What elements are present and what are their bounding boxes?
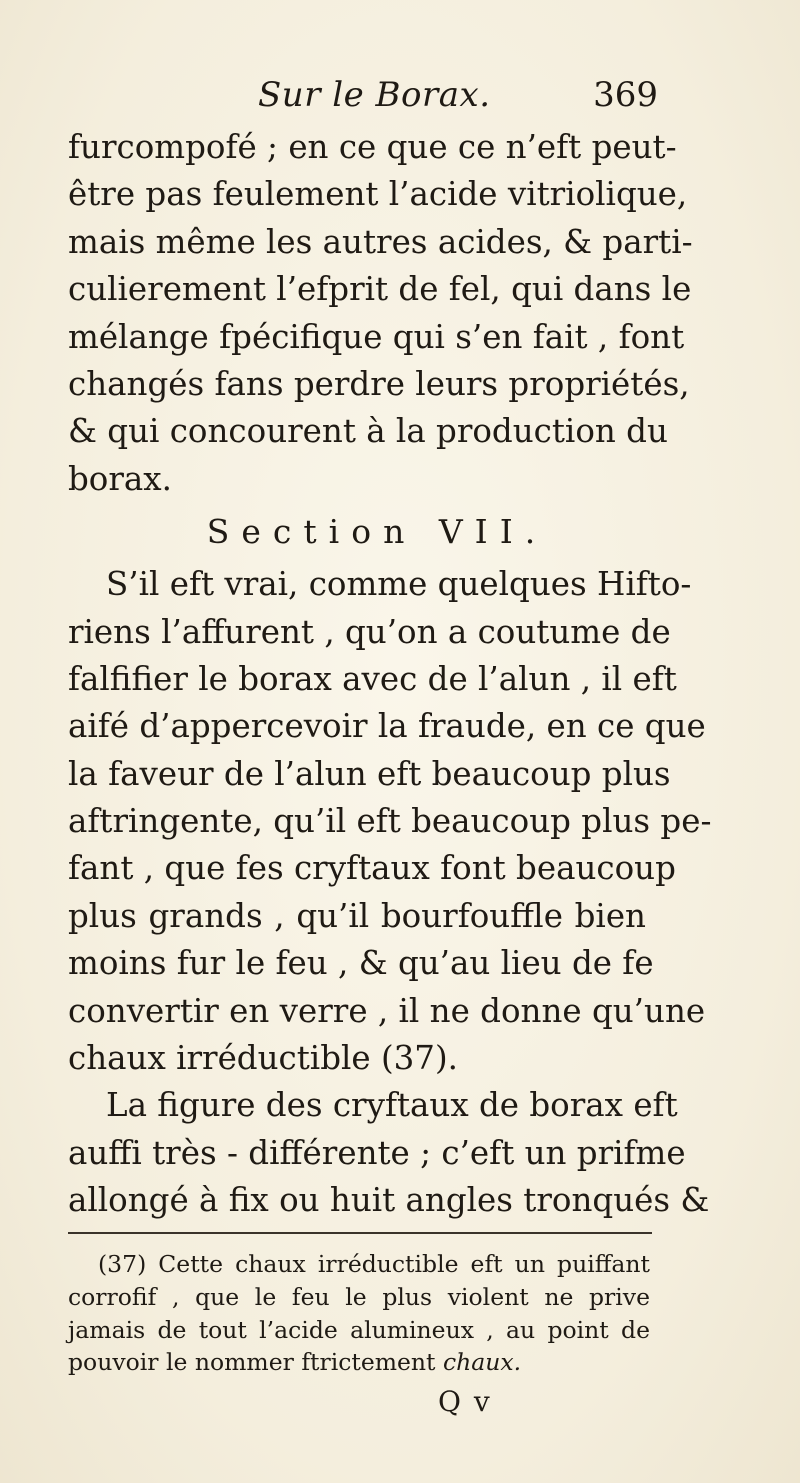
footnote-line-last	[68, 1346, 650, 1379]
text-line: mais même les autres acides, & parti-	[68, 222, 693, 261]
text-line: borax.	[68, 459, 172, 498]
text-line: changés fans perdre leurs propriétés,	[68, 364, 690, 403]
footnote	[68, 1248, 650, 1379]
text-line: moins fur le feu , & qu’au lieu de fe	[68, 944, 654, 983]
text-line: mélange fpécifique qui s’en fait , font	[68, 317, 685, 356]
page-header	[258, 70, 658, 120]
text-line: auffi très - différente ; c’eft un prifme	[68, 1133, 686, 1172]
footnote-line: corrofif , que le feu le plus violent ne prive	[68, 1282, 650, 1311]
text-line: & qui concourent à la production du	[68, 412, 668, 451]
text-line: allongé à fix ou huit angles tronqués &	[68, 1181, 710, 1220]
running-title: Sur le Borax.	[258, 75, 491, 115]
text-line: chaux irréductible (37).	[68, 1039, 458, 1078]
text-line: fant , que fes cryftaux font beaucoup	[68, 849, 676, 888]
footnote-italic-word: chaux.	[442, 1348, 522, 1377]
text-line: riens l’affurent , qu’on a coutume de	[68, 612, 671, 651]
text-line: être pas feulement l’acide vitriolique,	[68, 175, 688, 214]
text-line: aifé d’appercevoir la fraude, en ce que	[68, 707, 706, 746]
text-line: plus grands , qu’il bourfouffle bien	[68, 896, 646, 935]
text-line: La figure des cryftaux de borax eft	[106, 1086, 678, 1125]
text-line: S’il eft vrai, comme quelques Hifto-	[106, 565, 692, 604]
text-line: furcompofé ; en ce que ce n’eft peut-	[68, 128, 677, 166]
footnote-line: (37) Cette chaux irréductible eft un puiffant	[98, 1250, 650, 1278]
text-line: culierement l’efprit de fel, qui dans le	[68, 270, 692, 309]
footnote-line: jamais de tout l’acide alumineux , au point de	[68, 1315, 650, 1344]
text-line: aftringente, qu’il eft beaucoup plus pe-	[68, 802, 712, 841]
footnote-line-text: pouvoir le nommer ftrictement	[68, 1348, 436, 1377]
section-heading: Section VII.	[206, 512, 548, 552]
page-number: 369	[593, 75, 658, 115]
text-line: falfifier le borax avec de l’alun , il eft	[68, 659, 677, 698]
text-line: convertir en verre , il ne donne qu’une	[68, 991, 706, 1030]
footnote-divider	[68, 1232, 652, 1234]
text-line: la faveur de l’alun eft beaucoup plus	[68, 754, 671, 793]
main-text	[68, 124, 712, 1225]
signature-mark: Q v	[438, 1385, 492, 1418]
